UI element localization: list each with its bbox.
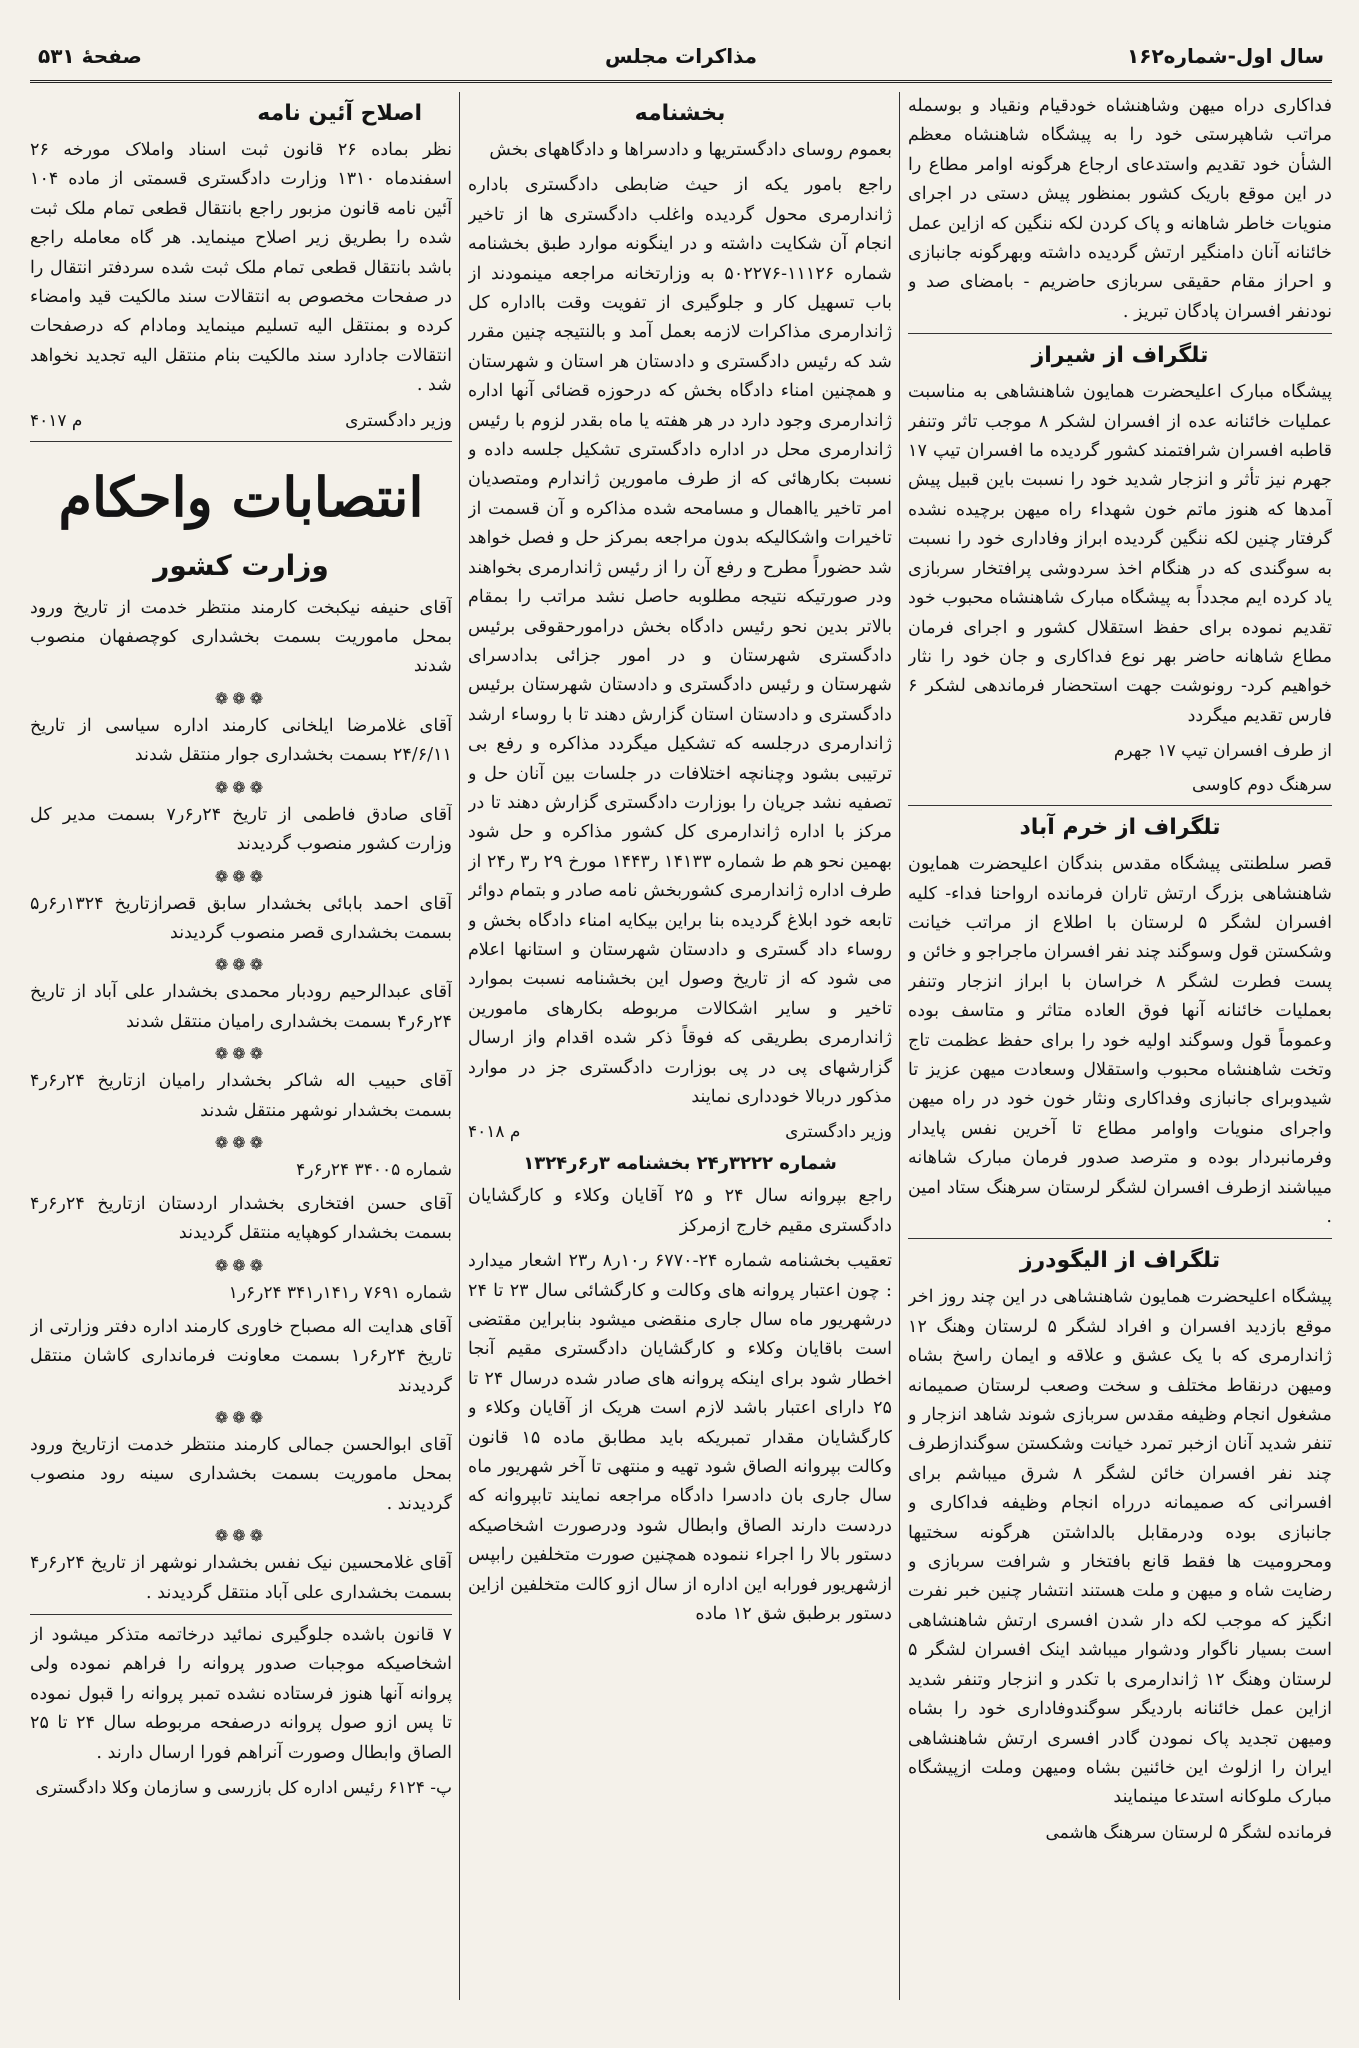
appointment-entry: آقای عبدالرحیم رودبار محمدی بخشدار علی آباد از تاریخ ۲۴ر۶ر۴ بسمت بخشداری رامیان منتقل شدند (30, 982, 452, 1032)
license-notice-continuation: ۷ قانون باشده جلوگیری نمائید درخاتمه متذکر میشود از اشخاصیکه موجبات صدور پروانه را فراهم نموده ولی پروانه آنها هنوز فرستاده نشده تمبر پروانه را قبول نموده تا پس ازو صول پروانه درصفحه مربوطه سال ۲۴ تا ۲۵ الصاق وابطال وصورت آنراهم فورا ارسال دارند . (30, 1625, 452, 1763)
issue-number: سال اول-شماره۱۶۲ (1127, 44, 1324, 68)
entry-separator-ornament: ❁❁❁ (214, 688, 268, 708)
column-middle (468, 92, 892, 2000)
circular2-title: شماره ۳۲۲۲ر۲۴ بخشنامه ۳ر۶ر۱۳۲۴ (523, 1153, 837, 1175)
shiraz-signature-line1: از طرف افسران تیپ ۱۷ جهرم (1113, 741, 1332, 762)
section-divider (908, 805, 1332, 806)
appointment-reference: شماره ۷۶۹۱ ر۱۴۱ر۳۴۱ ۲۴ر۶ر۱ (228, 1282, 452, 1303)
ministry-title: وزارت کشور (153, 548, 329, 582)
aligudarz-telegram-body: پیشگاه اعلیحضرت همایون شاهنشاهی در این چند روز اخر موقع بازدید افسران و افراد لشگر ۵ لرستان وهنگ ۱۲ ژاندارمری که با یک عشق و علاقه و ایمان راسخ بشاه ومیهن درنقاط مختلف و سخت وصعب لرستان صمیمانه مشغول انجام وظیفه مقدس سربازی شوند شاهد انزجار و تنفر شدید آنان ازخبر تمرد خیانت وشکستن سوگندازطرف چند نفر افسران خائن لشگر ۸ شرق میباشم برای افسرانی که صمیمانه درراه انجام وظیفه فداکاری و جانبازی بوده ودرمقابل بالداشتن هرگونه سختیها ومحرومیت ها فقط قانع بافتخار و شرافت سربازی و رضایت شاه و میهن و ملت هستند انتشار چنین خبر نفرت انگیز که موجب لکه دار شدن افسری ارتش شاهنشاهی است بسیار ناگوار ودشوار میباشد اینک افسران لشگر ۵ لرستان وهنگ ۱۲ ژاندارمری با تکدر و انزجار وتنفر شدید ازاین عمل خائنانه باردیگر سوگندوفاداری خود را بشاه ومیهن تجدید پاک نمودن گادر افسری ارتش شاهنشاهی ایران را ازلوث این خائنین بشاه ومیهن وملت ازپیشگاه مبارک ملوکانه استدعا مینمایند (908, 1287, 1332, 1808)
regulation-signature-ref: م ۴۰۱۷ (30, 410, 83, 431)
newspaper-page (30, 30, 1332, 2030)
entry-separator-ornament: ❁❁❁ (214, 866, 268, 886)
regulation-amendment-body: نظر بماده ۲۶ قانون ثبت اسناد واملاک مورخه ۲۶ اسفندماه ۱۳۱۰ وزارت دادگستری قسمتی از ماده ۱۰۴ آئین نامه قانون مزبور راجع بانتقال قطعی تمام ملک ثبت شده را بطریق زیر اصلاح مینماید. هر گاه معامله راجع باشد بانتقال قطعی تمام ملک ثبت شده سردفتر انتقال را در صفحات مخصوص به انتقالات سند مالکیت قید وامضاء کرده و بمنتقل الیه تسلیم مینماید ومادام که درصفحات انتقالات جادارد سند مالکیت بنام منتقل الیه تجدید نخواهد شد . (30, 140, 452, 396)
circular2-body: تعقیب بخشنامه شماره ۲۴-۶۷۷۰ ر۱۰ر۸ ر۲۳ اشعار میدارد : چون اعتبار پروانه های وکالت و کارگشائی سال ۲۳ تا ۲۴ درشهریور ماه سال جاری منقضی میشود بنابراین مقتضی است باقایان وکلاء و کارگشایان دادگستری مقیم آنجا اخطار شود برای اینکه پروانه های صادر شده درسال ۲۴ تا ۲۵ دارای اعتبار باشد لازم است هریک از آقایان وکلاء و کارگشایان مقدار تمبریکه باید مطابق ماده ۱۵ قانون وکالت بپروانه الصاق شود تهیه و منتهی تا آخر شهریور ماه سال جاری بان دادسرا دادگاه مراجعه نمایند تابپروانه که دردست دارند الصاق وابطال شود ودرصورت اشخاصیکه دستور بالا را اجراء ننموده همچنین صورت متخلفین رابپس ازشهریور فورابه این اداره از سال ازو کالت متخلفین ازاین دستور برطبق شق ۱۲ ماده (468, 1251, 892, 1625)
entry-separator-ornament: ❁❁❁ (214, 1407, 268, 1427)
entry-separator-ornament: ❁❁❁ (214, 1526, 268, 1546)
tabriz-telegram-body: فداکاری دراه میهن وشاهنشاه خودقیام ونقیاد و بوسمله مراتب شاهپرستی خود را به پیشگاه شاهنشاه معظم الشأن خود تقدیم واستدعای ارجاع هرگونه اوامر مطاع را در این موقع باریک کشور بمنظور پیش دستی در اجرای منویات خاطر شاهانه و پاک کردن لکه ننگین که ازاین عمل خائنانه آنان دامنگیر ارتش گردیده داشته وبهرگونه جانبازی و احراز مقام حقیقی سربازی حاضریم - بامضای صد و نودنفر افسران پادگان تبریز . (908, 96, 1332, 322)
shiraz-telegram-body: پیشگاه مبارک اعلیحضرت همایون شاهنشاهی به مناسبت عملیات خائنانه عده از افسران لشکر ۸ موجب تاثر وتنفر قاطبه افسران شرافتمند کشور گردیده ما افسران تیپ ۱۷ جهرم نیز تأثر و انزجار شدید خود را نسبت باین قبیل پیش آمدها که هنوز ماتم خون شهداء راه میهن برچیده نشده گرفتار چنین لکه ننگین گردیده ابراز وفاداری خود را نسبت به سوگندی که در هنگام اخذ سردوشی پرافتخار سربازی یاد کرده ایم مجدداً به پیشگاه مبارک شاهنشاه محبوب خود تقدیم نموده برای حفظ استقلال کشور و اجرای فرمان مطاع شاهانه حاضر بهر نوع فداکاری و جان خود را نثار خواهیم کرد- رونوشت جهت استحضار فرماندهی لشکر ۶ فارس تقدیم میگردد (908, 382, 1332, 726)
entry-separator-ornament: ❁❁❁ (214, 955, 268, 975)
column-left (30, 92, 452, 2000)
appointments-headline: انتصابات واحکام (58, 464, 424, 529)
publication-section: مذاکرات مجلس (604, 44, 757, 68)
regulation-signature-title: وزیر دادگستری (345, 410, 452, 431)
appointment-entry: آقای حبیب اله شاکر بخشدار رامیان ازتاریخ ۲۴ر۶ر۴ بسمت بخشدار نوشهر منتقل شدند (30, 1071, 452, 1121)
page-number: صفحهٔ ۵۳۱ (38, 44, 142, 68)
column-right (908, 92, 1332, 2000)
circular-body: راجع بامور یکه از حیث ضابطی دادگستری باداره ژاندارمری محول گردیده واغلب دادگستری ها از تاخیر انجام آن شکایت داشته و در اینگونه موارد طبق بخشنامه شماره ۱۱۱۲۶-۵۰۲۲۷۶ به وزارتخانه مراجعه مینمودند از باب تسهیل کار و جلوگیری از تفویت وقت بااداره کل ژاندارمری مذاکرات لازمه بعمل آمد و بالنتیجه چنین مقرر شد که رئیس دادگستری و دادستان هر استان و شهرستان و همچنین امناء دادگاه بخش که درحوزه قضائی آنها اداره ژاندارمری وجود دارد در هر هفته یا ماه بقدر لزوم با رئیس ژاندارمری محل در اداره دادگستری تشکیل جلسه داده و نسبت بکارهائی که از طرف مامورین ژاندارم ومتصدیان امر تاخیر یااهمال و مسامحه شده مذاکره و آن قسمت از تاخیرات واشکالیکه بدون مراجعه بمرکز حل و فصل خواهد شد حضوراً مطرح و رفع آن را از رئیس ژاندارمری بخواهند ودر صورتیکه نتیجه مطلوبه حاصل نشد مراتب را بمقام بالاتر بدین نحو رئیس دادگاه بخش درامورحقوقی برئیس دادگستری شهرستان و در امور جزائی بدادسرای شهرستان و رئیس دادگستری و دادستان شهرستان برئیس دادگستری و دادستان استان گزارش دهند تا با روساء ارشد ژاندارمری درجلسه که تشکیل میگردد مذاکره و رفع بی ترتیبی بشود وچنانچه اختلافات در جلسات بین آنان حل و تصفیه نشد جریان را بوزارت دادگستری گزارش دهند تا در مرکز با اداره ژاندارمری کل کشور مذاکره و حل شود بهمین نحو هم ط شماره ۱۴۱۳۳ ر۱۴۴۳ مورخ ۲۹ ر۳ ر۲۴ از طرف اداره ژاندارمری کشوربخش نامه صادر و بتمام دوائر تابعه خود ابلاغ گردیده بنا براین بیکایه امناء دادگاه بخش و روساء داد گستری و دادستان شهرستان و استانها اعلام می شود که از تاریخ وصول این بخشنامه نسبت بموارد تاخیر و سایر اشکالات مربوطه بکارهای مامورین ژاندارمری بطریقی که فوقاً ذکر شده اقدام واز ارسال گزارشهای پی در پی بوزارت دادگستری جز در موارد مذکور دربالا خودداری نمایند (468, 175, 892, 1107)
masthead (30, 30, 1332, 83)
entry-separator-ornament: ❁❁❁ (214, 1255, 268, 1275)
appointment-entry: آقای ابوالحسن جمالی کارمند منتظر خدمت ازتاریخ ورود بمحل ماموریت بسمت بخشداری سینه رود منصوب گردیدند . (30, 1434, 452, 1514)
circular-signature-title: وزیر دادگستری (785, 1122, 892, 1143)
aligudarz-signature: فرمانده لشگر ۵ لرستان سرهنگ هاشمی (1045, 1822, 1332, 1843)
khorramabad-telegram-body: قصر سلطنتی پیشگاه مقدس بندگان اعلیحضرت همایون شاهنشاهی بزرگ ارتش تاران فرمانده ارواحنا فداء- کلیه افسران لشگر ۵ لرستان با اطلاع از مراتب خیانت وشکستن قول وسوگند چند نفر افسران ماجراجو و خائن و پست فطرت لشگر ۸ خراسان با ابراز انزجار وتنفر بعملیات خائنانه آنها فوق العاده متاثر و متاسف بوده وعموماً قول وسوگند اولیه خود را برای حفظ عظمت تاج وتخت شاهنشاه محبوب واستقلال وسعادت میهن عزیز تا شیدوبرای جانبازی وفداکاری ونثار خون خود در راه میهن واجرای منویات واوامر مطاع تا آخرین نفس پایدار وفرمانبردار بوده و مترصد صدور فرمان مبارک شاهانه میباشند ازطرف افسران لشگر لرستان سرهنگ ستاد امین . (908, 854, 1332, 1227)
section-divider (908, 1238, 1332, 1239)
section-divider (30, 1614, 452, 1615)
khorramabad-telegram-title: تلگراف از خرم آباد (1019, 815, 1221, 841)
appointment-entry: آقای احمد بابائی بخشدار سابق قصرازتاریخ ۱۳۲۴ر۶ر۵ بسمت بخشداری قصر منصوب گردیدند (30, 893, 452, 943)
circular-signature-ref: م ۴۰۱۸ (468, 1122, 521, 1143)
column-divider (459, 92, 460, 2000)
appointment-entry: آقای غلامرضا ایلخانی کارمند اداره سیاسی از تاریخ ۲۴/۶/۱۱ بسمت بخشداری جوار منتقل شدند (30, 715, 452, 766)
appointment-entry: آقای صادق فاطمی از تاریخ ۲۴ر۶ر۷ بسمت مدیر کل وزارت کشور منصوب گردیدند (30, 804, 452, 855)
entry-separator-ornament: ❁❁❁ (214, 1044, 268, 1064)
appointment-entry: آقای هدایت اله مصباح خاوری کارمند اداره دفتر وزارتی از تاریخ ۲۴ر۶ر۱ بسمت معاونت فرمانداری کاشان منتقل گردیدند (30, 1316, 452, 1396)
entry-separator-ornament: ❁❁❁ (214, 777, 268, 797)
appointment-entry: آقای حسن افتخاری بخشدار اردستان ازتاریخ ۲۴ر۶ر۴ بسمت بخشدار کوهپایه منتقل گردیدند (30, 1193, 452, 1244)
aligudarz-telegram-title: تلگراف از الیگودرز (1019, 1248, 1221, 1274)
appointment-entry: آقای حنیفه نیکبخت کارمند منتظر خدمت از تاریخ ورود بمحل ماموریت بسمت بخشداری کوچصفهان منصوب شدند (30, 597, 452, 677)
shiraz-telegram-title: تلگراف از شیراز (1031, 343, 1209, 369)
entry-separator-ornament: ❁❁❁ (214, 1132, 268, 1152)
circular-addressees: بعموم روسای دادگستریها و دادسراها و دادگاههای بخش (489, 140, 892, 160)
column-divider (899, 92, 900, 2000)
regulation-amendment-title: اصلاح آئین نامه (257, 101, 422, 126)
circular-title: بخشنامه (634, 101, 726, 126)
section-divider (908, 333, 1332, 334)
appointments-list (30, 594, 452, 1608)
appointment-reference: شماره ۳۴۰۰۵ ۲۴ر۶ر۴ (296, 1159, 452, 1180)
appointment-entry: آقای غلامحسین نیک نفس بخشدار نوشهر از تاریخ ۲۴ر۶ر۴ بسمت بخشداری علی آباد منتقل گردیدند . (30, 1553, 452, 1603)
regulation-signature (30, 407, 452, 435)
license-notice-signature: پ- ۶۱۲۴ رئیس اداره کل بازرسی و سازمان وکلا دادگستری (35, 1778, 452, 1799)
shiraz-signature-line2: سرهنگ دوم کاوسی (1192, 775, 1332, 796)
circular2-topic: راجع بپروانه سال ۲۴ و ۲۵ آقایان وکلاء و کارگشایان دادگستری مقیم خارج ازمرکز (468, 1186, 892, 1236)
circular-signature (468, 1118, 892, 1146)
section-divider (30, 441, 452, 442)
